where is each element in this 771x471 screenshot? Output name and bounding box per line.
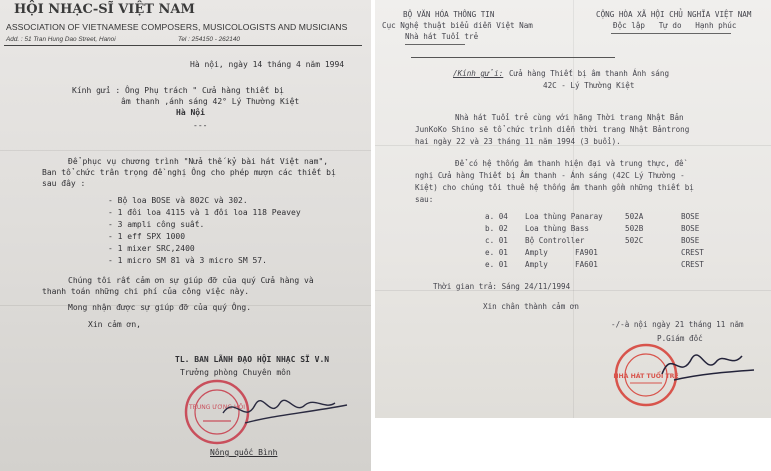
paragraph-line: Để có hệ thống âm thanh hiện đại và trung thực, đề (455, 159, 684, 168)
item-model: 502C (625, 236, 644, 245)
item-brand: BOSE (681, 212, 700, 221)
letter-vietnam-composers-association (0, 0, 371, 471)
equipment-item: - 1 mixer SRC,2400 (108, 244, 195, 253)
header-underline (611, 33, 731, 34)
letterhead-address: Add. : 51 Tran Hung Dao Street, Hanoi (6, 36, 116, 43)
header-theatre: Nhà hát Tuổi trẻ (405, 32, 479, 41)
letter-youth-theatre (375, 0, 771, 418)
item-model: FA601 (575, 260, 598, 269)
item-code: e. 01 (485, 248, 508, 257)
paper-fold-line (573, 0, 574, 418)
recipient-line: âm thanh ,ánh sáng 42° Lý Thường Kiệt (121, 97, 300, 106)
addressee-label: /Kính gửi: (453, 69, 504, 78)
item-brand: BOSE (681, 236, 700, 245)
header-underline (405, 44, 465, 45)
item-model: FA901 (575, 248, 598, 257)
thanks-line: Chúng tôi rất cảm ơn sự giúp đỡ của quý Cửa hàng và (68, 276, 314, 285)
paragraph-line: hai ngày 22 và 23 tháng 11 năm 1994 (3 buổi). (415, 137, 621, 146)
header-motto: Độc lập Tự do Hạnh phúc (613, 21, 737, 30)
handwritten-signature (215, 385, 355, 435)
header-republic: CỘNG HÒA XÃ HỘI CHỦ NGHĨA VIỆT NAM (596, 10, 752, 19)
item-name: Loa thùng Bass (525, 224, 590, 233)
letterhead-tel: Tel : 254150 - 262140 (178, 36, 240, 43)
item-model: 502B (625, 224, 644, 233)
item-name: Loa thùng Panaray (525, 212, 603, 221)
letterhead-rule (4, 45, 362, 46)
item-name: Amply (525, 260, 548, 269)
equipment-item: - 3 ampli công suất. (108, 220, 205, 229)
item-code: c. 01 (485, 236, 508, 245)
intro-line: sau đây : (42, 179, 86, 188)
stamp-text: TRUNG ƯƠNG HỘI (189, 404, 245, 411)
intro-line: Để phục vụ chương trình "Nửa thế kỷ bài hát Việt nam", (68, 157, 329, 166)
sign-block-role: Trưởng phòng Chuyên môn (180, 368, 291, 377)
paragraph-line: sau: (415, 195, 434, 204)
item-model: 502A (625, 212, 644, 221)
stamp-text: NHÀ HÁT TUỔI TRẺ (613, 373, 679, 380)
item-name: Amply (525, 248, 548, 257)
return-time: Thời gian trả: Sáng 24/11/1994 (433, 282, 571, 291)
separator: --- (193, 121, 208, 130)
signature-date: -/-à nội ngày 21 tháng 11 năm (611, 320, 744, 329)
equipment-item: - 1 micro SM 81 và 3 micro SM 57. (108, 256, 267, 265)
signer-name: Nông quốc Bình (210, 448, 278, 457)
paragraph-line: Nhà hát Tuổi trẻ cùng với hãng Thời trang Nhật Bản (455, 113, 684, 122)
recipient-line: Kính gửi : Ông Phụ trách " Cửa hàng thiết bị (72, 86, 284, 95)
equipment-item: - Bộ loa BOSE và 802C và 302. (108, 196, 248, 205)
letter-date: Hà nội, ngày 14 tháng 4 năm 1994 (190, 60, 345, 69)
header-divider (411, 57, 615, 58)
header-department: Cục Nghệ thuật biểu diễn Việt Nam (382, 21, 533, 30)
item-brand: CREST (681, 260, 704, 269)
item-brand: BOSE (681, 224, 700, 233)
header-ministry: BỘ VĂN HÓA THÔNG TIN (403, 10, 495, 19)
intro-line: Ban tổ chức trân trọng đề nghị Ông cho phép mượn các thiết bị (42, 168, 336, 177)
paragraph-line: Kiệt) cho chúng tôi thuê hệ thống âm thanh gồm những thiết bị (415, 183, 694, 192)
paragraph-line: nghị Cửa hàng Thiết bị Âm thanh - Ánh sáng (42C Lý Thường - (415, 171, 685, 180)
thanks-line: Mong nhận được sự giúp đỡ của quý Ông. (68, 303, 252, 312)
thanks-line: thanh toán những chi phí của công việc này. (42, 287, 250, 296)
closing: Xin cảm ơn, (88, 320, 141, 329)
equipment-item: - 1 eff SPX 1000 (108, 232, 186, 241)
sign-block-title: TL. BAN LÃNH ĐẠO HỘI NHẠC SĨ V.N (175, 355, 330, 364)
thanks-line: Xin chân thành cảm ơn (483, 302, 580, 311)
paragraph-line: JunKoKo Shino sẽ tổ chức trình diễn thời trang Nhật Bảntrong (415, 125, 690, 134)
item-code: e. 01 (485, 260, 508, 269)
item-brand: CREST (681, 248, 704, 257)
item-name: Bộ Controller (525, 236, 585, 245)
director-title: P.Giám đốc (657, 334, 703, 343)
letterhead-title: HỘI NHẠC-SĨ VIỆT NAM (14, 2, 195, 17)
letterhead-association: ASSOCIATION OF VIETNAMESE COMPOSERS, MUSICOLOGISTS AND MUSICIANS (6, 22, 348, 32)
item-code: a. 04 (485, 212, 508, 221)
paper-fold-line (0, 150, 371, 151)
addressee-line: Cửa hàng Thiết bị âm thanh Ánh sáng (509, 69, 670, 78)
handwritten-signature (650, 340, 760, 390)
recipient-line: Hà Nội (176, 108, 205, 117)
item-code: b. 02 (485, 224, 508, 233)
addressee-line: 42C - Lý Thường Kiệt (543, 81, 635, 90)
equipment-item: - 1 đôi loa 4115 và 1 đôi loa 118 Peavey (108, 208, 301, 217)
